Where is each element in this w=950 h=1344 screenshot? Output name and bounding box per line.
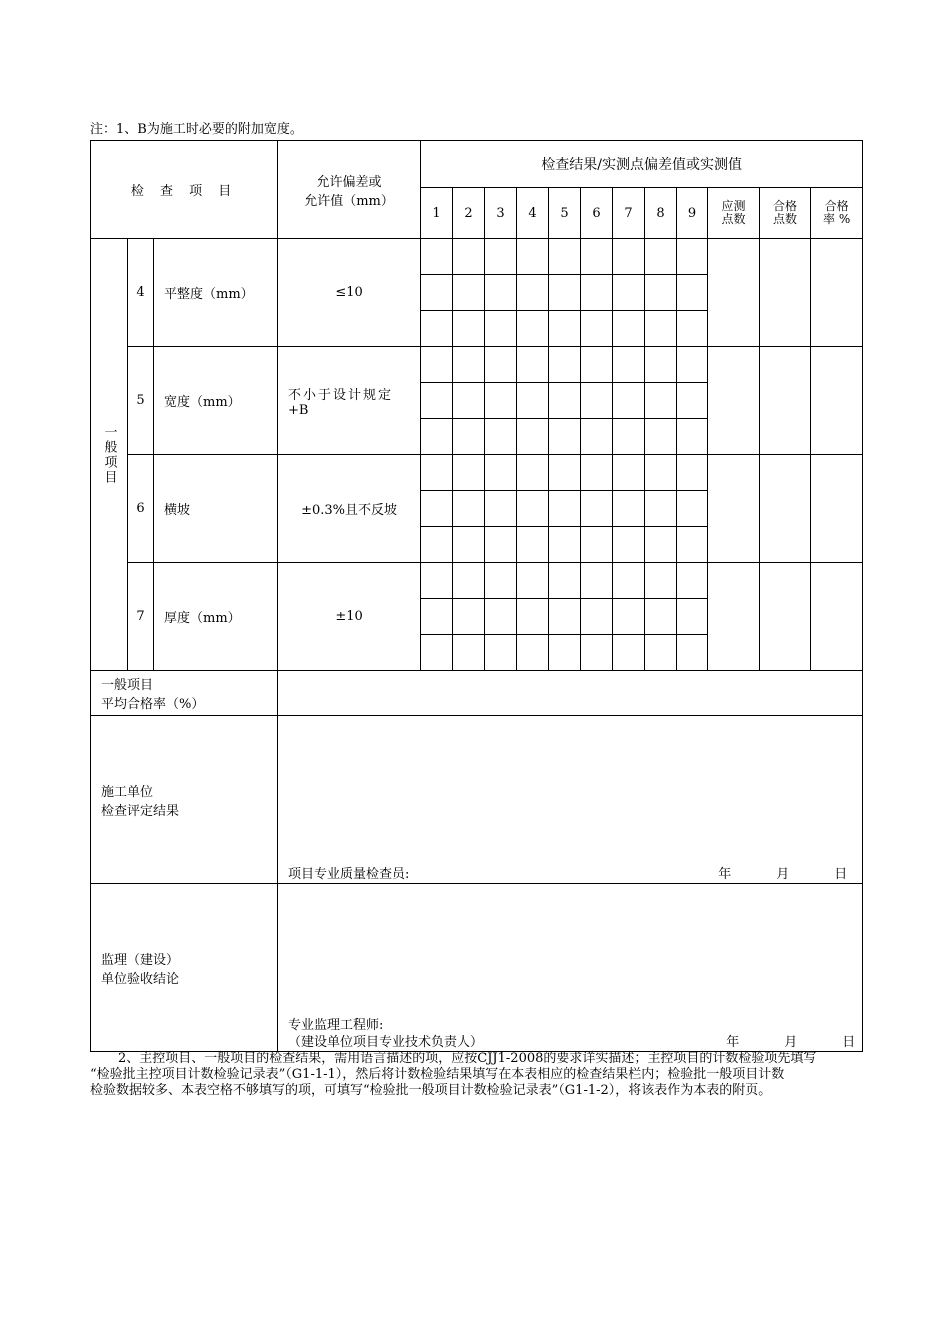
inspection-form-table — [90, 140, 863, 1052]
measure-cell[interactable] — [517, 419, 549, 455]
measure-cell[interactable] — [517, 455, 549, 491]
header-tolerance — [278, 141, 421, 239]
bottom-note-line: 2、主控项目、一般项目的检查结果，需用语言描述的项，应按CJJ1-2008的要求详实描述；主控项目的计数检验项先填写 — [118, 1051, 817, 1066]
measure-cell[interactable] — [485, 383, 517, 419]
pass-rate-cell[interactable] — [811, 239, 863, 347]
item-tolerance-line2: +B — [288, 402, 309, 418]
measure-cell[interactable] — [677, 599, 708, 635]
measure-cell[interactable] — [677, 635, 708, 671]
item-number: 5 — [128, 347, 154, 455]
measure-cell[interactable] — [517, 383, 549, 419]
header-pass-rate-line1: 合格 — [824, 199, 849, 213]
measure-cell[interactable] — [645, 275, 677, 311]
general-items-group-text: 一般项目 — [101, 424, 117, 485]
measure-cell[interactable] — [613, 491, 645, 527]
qualified-points-cell[interactable] — [760, 347, 811, 455]
supervision-signer-line1: 专业监理工程师: — [288, 1018, 384, 1033]
header-qualified-points-line1: 合格 — [773, 199, 798, 213]
year-label: 年 — [718, 867, 732, 882]
measure-cell[interactable] — [549, 491, 581, 527]
measure-cell[interactable] — [421, 239, 453, 275]
measure-cell[interactable] — [581, 563, 613, 599]
year-label: 年 — [726, 1035, 740, 1050]
general-items-group-label — [91, 239, 128, 671]
pass-rate-cell[interactable] — [811, 455, 863, 563]
measure-cell[interactable] — [453, 635, 485, 671]
measure-cell[interactable] — [453, 275, 485, 311]
measure-cell[interactable] — [613, 455, 645, 491]
item-tolerance: ±10 — [278, 563, 421, 671]
pass-rate-cell[interactable] — [811, 347, 863, 455]
measure-cell[interactable] — [453, 491, 485, 527]
measure-cell[interactable] — [485, 635, 517, 671]
item-name: 横坡 — [154, 455, 278, 563]
measure-cell[interactable] — [645, 455, 677, 491]
measure-cell[interactable] — [677, 383, 708, 419]
measure-cell[interactable] — [421, 491, 453, 527]
measure-cell[interactable] — [421, 383, 453, 419]
measure-cell[interactable] — [581, 383, 613, 419]
measure-cell[interactable] — [517, 563, 549, 599]
measure-cell[interactable] — [453, 383, 485, 419]
measure-cell[interactable] — [549, 635, 581, 671]
measure-cell[interactable] — [421, 347, 453, 383]
construction-label-line1: 施工单位 — [101, 784, 154, 800]
supervision-result-cell[interactable] — [278, 884, 863, 1052]
measure-cell[interactable] — [581, 527, 613, 563]
measure-cell[interactable] — [613, 419, 645, 455]
qualified-points-cell[interactable] — [760, 455, 811, 563]
supervision-signer-line2: （建设单位项目专业技术负责人） — [288, 1035, 484, 1050]
measure-cell[interactable] — [613, 311, 645, 347]
measure-cell[interactable] — [421, 563, 453, 599]
header-tolerance-line2: 允许值（mm） — [304, 193, 394, 209]
measure-cell[interactable] — [485, 599, 517, 635]
measure-cell[interactable] — [677, 563, 708, 599]
item-tolerance: ±0.3%且不反坡 — [278, 455, 421, 563]
measure-cell[interactable] — [549, 527, 581, 563]
should-measure-cell[interactable] — [708, 455, 760, 563]
measure-cell[interactable] — [613, 383, 645, 419]
measure-cell[interactable] — [453, 311, 485, 347]
measure-cell[interactable] — [453, 527, 485, 563]
measure-cell[interactable] — [581, 635, 613, 671]
measure-cell[interactable] — [421, 311, 453, 347]
item-number: 7 — [128, 563, 154, 671]
measure-cell[interactable] — [485, 275, 517, 311]
supervision-label — [91, 884, 278, 1052]
measure-cell[interactable] — [517, 311, 549, 347]
avg-rate-label-line2: 平均合格率（%） — [101, 697, 205, 712]
header-should-measure-line1: 应测 — [721, 199, 746, 213]
measure-cell[interactable] — [645, 635, 677, 671]
measure-cell[interactable] — [517, 599, 549, 635]
measure-cell[interactable] — [453, 455, 485, 491]
avg-rate-label — [91, 671, 278, 716]
item-name: 厚度（mm） — [154, 563, 278, 671]
measure-cell[interactable] — [613, 563, 645, 599]
measure-cell[interactable] — [677, 311, 708, 347]
measure-cell[interactable] — [421, 635, 453, 671]
point-number: 6 — [581, 188, 613, 239]
measure-cell[interactable] — [517, 635, 549, 671]
point-number: 1 — [421, 188, 453, 239]
should-measure-cell[interactable] — [708, 347, 760, 455]
construction-label-line2: 检查评定结果 — [101, 803, 180, 819]
day-label: 日 — [842, 1035, 856, 1050]
measure-cell[interactable] — [421, 527, 453, 563]
qualified-points-cell[interactable] — [760, 239, 811, 347]
avg-rate-label-line1: 一般项目 — [101, 678, 154, 693]
measure-cell[interactable] — [549, 275, 581, 311]
construction-signer: 项目专业质量检查员: — [288, 867, 410, 882]
measure-cell[interactable] — [581, 419, 613, 455]
construction-label — [91, 716, 278, 884]
point-number: 3 — [485, 188, 517, 239]
avg-rate-value-cell[interactable] — [278, 671, 863, 716]
measure-cell[interactable] — [645, 527, 677, 563]
month-label: 月 — [776, 867, 790, 882]
header-pass-rate — [811, 188, 863, 239]
measure-cell[interactable] — [421, 455, 453, 491]
item-number: 6 — [128, 455, 154, 563]
measure-cell[interactable] — [453, 599, 485, 635]
header-pass-rate-line2: 率 % — [823, 212, 851, 226]
measure-cell[interactable] — [485, 491, 517, 527]
measure-cell[interactable] — [613, 599, 645, 635]
item-tolerance — [278, 347, 421, 455]
measure-cell[interactable] — [677, 275, 708, 311]
measure-cell[interactable] — [517, 239, 549, 275]
measure-cell[interactable] — [421, 599, 453, 635]
point-number: 2 — [453, 188, 485, 239]
should-measure-cell[interactable] — [708, 239, 760, 347]
measure-cell[interactable] — [645, 383, 677, 419]
measure-cell[interactable] — [581, 311, 613, 347]
item-name: 平整度（mm） — [154, 239, 278, 347]
measure-cell[interactable] — [581, 275, 613, 311]
measure-cell[interactable] — [549, 455, 581, 491]
measure-cell[interactable] — [645, 419, 677, 455]
point-number: 7 — [613, 188, 645, 239]
measure-cell[interactable] — [645, 491, 677, 527]
measure-cell[interactable] — [549, 599, 581, 635]
header-should-measure — [708, 188, 760, 239]
measure-cell[interactable] — [581, 491, 613, 527]
measure-cell[interactable] — [549, 419, 581, 455]
should-measure-cell[interactable] — [708, 563, 760, 671]
measure-cell[interactable] — [645, 599, 677, 635]
item-number: 4 — [128, 239, 154, 347]
measure-cell[interactable] — [453, 419, 485, 455]
top-note: 注：1、B为施工时必要的附加宽度。 — [90, 122, 303, 137]
measure-cell[interactable] — [677, 239, 708, 275]
point-number: 5 — [549, 188, 581, 239]
measure-cell[interactable] — [549, 563, 581, 599]
day-label: 日 — [834, 867, 848, 882]
measure-cell[interactable] — [485, 419, 517, 455]
measure-cell[interactable] — [677, 419, 708, 455]
measure-cell[interactable] — [581, 599, 613, 635]
header-tolerance-line1: 允许偏差或 — [316, 174, 382, 190]
measure-cell[interactable] — [453, 563, 485, 599]
measure-cell[interactable] — [581, 239, 613, 275]
measure-cell[interactable] — [485, 239, 517, 275]
measure-cell[interactable] — [677, 455, 708, 491]
measure-cell[interactable] — [613, 527, 645, 563]
measure-cell[interactable] — [485, 347, 517, 383]
header-qualified-points-line2: 点数 — [773, 212, 798, 226]
item-name: 宽度（mm） — [154, 347, 278, 455]
measure-cell[interactable] — [517, 347, 549, 383]
measure-cell[interactable] — [453, 347, 485, 383]
measure-cell[interactable] — [613, 347, 645, 383]
bottom-note-line: 检验数据较多、本表空格不够填写的项，可填写“检验批一般项目计数检验记录表”（G1-1-2），将该表作为本表的附页。 — [90, 1083, 772, 1098]
point-number: 4 — [517, 188, 549, 239]
measure-cell[interactable] — [485, 563, 517, 599]
measure-cell[interactable] — [677, 491, 708, 527]
measure-cell[interactable] — [421, 419, 453, 455]
item-tolerance: ≤10 — [278, 239, 421, 347]
measure-cell[interactable] — [645, 239, 677, 275]
measure-cell[interactable] — [485, 311, 517, 347]
measure-cell[interactable] — [677, 527, 708, 563]
measure-cell[interactable] — [549, 383, 581, 419]
construction-result-cell[interactable] — [278, 716, 863, 884]
header-results: 检查结果/实测点偏差值或实测值 — [421, 141, 863, 188]
measure-cell[interactable] — [677, 347, 708, 383]
point-number: 8 — [645, 188, 677, 239]
measure-cell[interactable] — [517, 491, 549, 527]
measure-cell[interactable] — [517, 527, 549, 563]
construction-date — [718, 866, 862, 883]
item-tolerance-line1: 不小于设计规定 — [288, 387, 394, 403]
measure-cell[interactable] — [421, 275, 453, 311]
pass-rate-cell[interactable] — [811, 563, 863, 671]
measure-cell[interactable] — [645, 311, 677, 347]
header-qualified-points — [760, 188, 811, 239]
measure-cell[interactable] — [453, 239, 485, 275]
measure-cell[interactable] — [549, 347, 581, 383]
bottom-note-line: “检验批主控项目计数检验记录表”（G1-1-1），然后将计数检验结果填写在本表相应的检查结果栏内；检验批一般项目计数 — [90, 1067, 785, 1082]
measure-cell[interactable] — [645, 347, 677, 383]
qualified-points-cell[interactable] — [760, 563, 811, 671]
measure-cell[interactable] — [517, 275, 549, 311]
measure-cell[interactable] — [581, 347, 613, 383]
header-item: 检 查 项 目 — [91, 141, 278, 239]
measure-cell[interactable] — [613, 635, 645, 671]
supervision-label-line1: 监理（建设） — [101, 952, 180, 968]
measure-cell[interactable] — [549, 311, 581, 347]
measure-cell[interactable] — [581, 455, 613, 491]
supervision-label-line2: 单位验收结论 — [101, 971, 180, 987]
month-label: 月 — [784, 1035, 798, 1050]
measure-cell[interactable] — [549, 239, 581, 275]
header-should-measure-line2: 点数 — [721, 212, 746, 226]
measure-cell[interactable] — [613, 239, 645, 275]
measure-cell[interactable] — [485, 527, 517, 563]
measure-cell[interactable] — [645, 563, 677, 599]
measure-cell[interactable] — [485, 455, 517, 491]
supervision-date — [726, 1034, 862, 1051]
point-number: 9 — [677, 188, 708, 239]
measure-cell[interactable] — [613, 275, 645, 311]
